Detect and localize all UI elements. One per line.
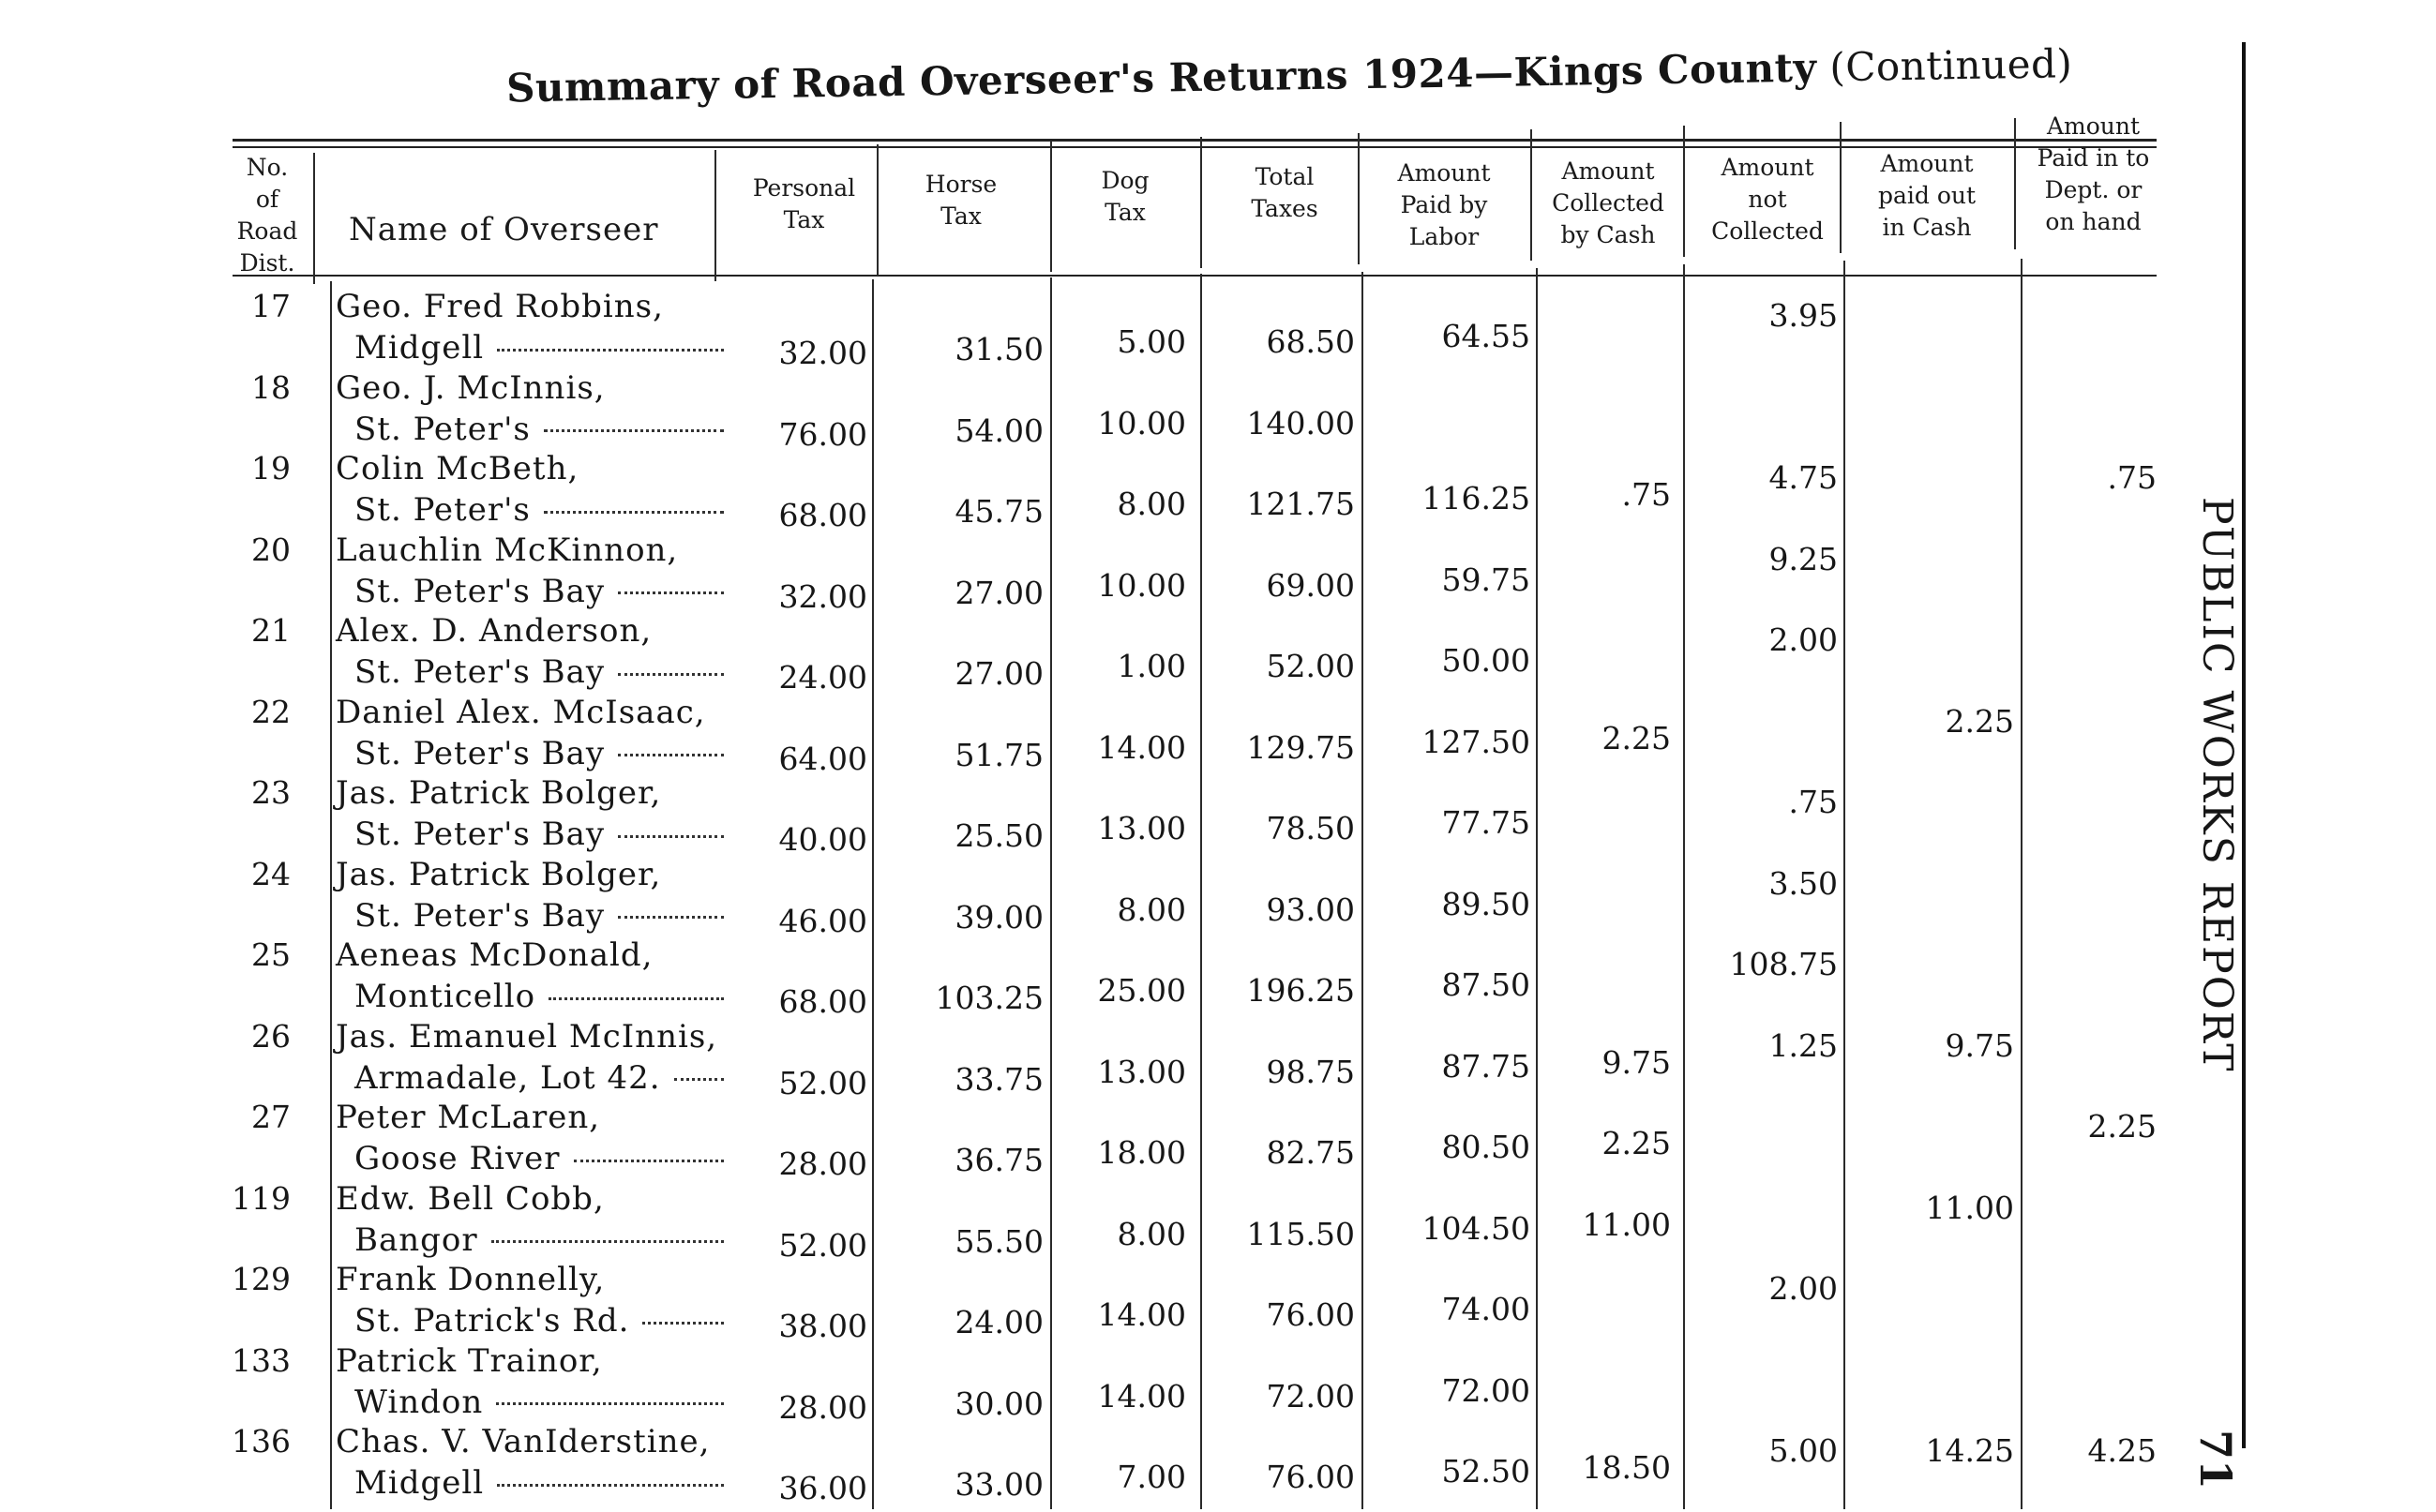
notcol-value: 3.50 [1768,864,1838,902]
page-edge-rule [2242,42,2246,1448]
overseer-location-text: St. Peter's Bay [354,896,606,935]
road-dist-number: 18 [251,368,291,406]
horse-value: 25.50 [955,817,1044,854]
horse-value: 33.00 [955,1466,1044,1503]
column-rule [1050,141,1052,272]
leader-dots [491,1240,724,1243]
horse-value: 30.00 [955,1385,1044,1422]
dog-value: 25.00 [1097,972,1186,1009]
column-rule [1200,137,1202,268]
paidout-value: 9.75 [1945,1026,2014,1064]
overseer-location-text: Midgell [354,329,485,367]
road-dist-number: 26 [251,1017,291,1055]
personal-value: 28.00 [778,1388,867,1426]
leader-dots [497,349,724,352]
labor-value: 127.50 [1421,723,1530,760]
labor-value: 104.50 [1421,1209,1530,1247]
table-row [0,530,2269,615]
dog-value: 8.00 [1117,486,1186,522]
overseer-location-text: St. Peter's Bay [354,734,606,772]
overseer-name: Alex. D. Anderson, [336,612,653,650]
road-dist-number: 17 [251,288,291,324]
leader-dots [544,429,724,432]
total-value: 72.00 [1266,1377,1355,1415]
overseer-location [354,329,724,367]
leader-dots [618,835,724,838]
horse-value: 55.50 [955,1222,1044,1260]
total-value: 78.50 [1266,810,1355,846]
horse-value: 45.75 [955,493,1044,530]
title-text: Summary of Road Overseer's Returns 1924—Kings County [505,44,1817,112]
total-value: 52.00 [1266,648,1355,684]
overseer-location-text: Monticello [354,978,536,1015]
labor-value: 87.75 [1441,1047,1530,1085]
overseer-location-text: Armadale, Lot 42. [354,1058,661,1097]
notcol-value: .75 [1788,784,1838,820]
personal-value: 40.00 [778,821,867,858]
overseer-name: Geo. Fred Robbins, [336,288,664,325]
notcol-value: 4.75 [1768,459,1838,496]
personal-value: 28.00 [778,1145,867,1182]
horse-value: 27.00 [955,574,1044,611]
overseer-location-text: Midgell [354,1464,485,1502]
header-dist: No. of Road Dist. [236,154,298,277]
personal-value: 64.00 [778,740,867,777]
paidout-value: 11.00 [1925,1189,2014,1226]
table-row [0,286,2269,371]
dog-value: 5.00 [1117,323,1186,360]
table-row [0,1097,2269,1182]
total-value: 98.75 [1266,1053,1355,1090]
header-top-rule [233,139,2157,142]
road-dist-number: 129 [232,1261,291,1297]
header-name: Name of Overseer [349,211,659,248]
overseer-location-text: St. Peter's [354,491,531,529]
overseer-location-text: St. Peter's Bay [354,572,606,610]
column-rule [1840,122,1842,253]
road-dist-number: 22 [251,693,291,730]
horse-value: 31.50 [955,331,1044,367]
dog-value: 14.00 [1097,1296,1186,1333]
horse-value: 54.00 [955,412,1044,449]
table-row [0,772,2269,858]
overseer-location [354,1059,724,1097]
dog-value: 14.00 [1097,1377,1186,1415]
overseer-name: Jas. Patrick Bolger, [336,774,662,812]
dog-value: 7.00 [1117,1459,1186,1495]
personal-value: 76.00 [778,415,867,453]
labor-value: 77.75 [1441,804,1530,841]
total-value: 121.75 [1246,486,1355,522]
overseer-name: Frank Donnelly, [336,1261,606,1298]
dog-value: 14.00 [1097,728,1186,766]
header-horse: Horse Tax [925,171,998,230]
labor-value: 50.00 [1441,642,1530,679]
column-rule [2014,118,2016,249]
personal-value: 52.00 [778,1064,867,1101]
dog-value: 10.00 [1097,566,1186,604]
leader-dots [544,511,724,514]
overseer-location [354,1302,724,1340]
column-rule [877,144,879,276]
road-dist-number: 24 [251,855,291,892]
title-continued: (Continued) [1828,40,2073,91]
leader-dots [618,916,724,919]
notcol-value: 5.00 [1768,1432,1838,1469]
paidout-value: 14.25 [1925,1432,2014,1469]
overseer-location [354,735,724,772]
table-row [0,1259,2269,1344]
notcol-value: 2.00 [1768,621,1838,658]
overseer-name: Patrick Trainor, [336,1341,603,1380]
column-rule [1530,129,1532,261]
dog-value: 1.00 [1117,648,1186,684]
total-value: 82.75 [1266,1134,1355,1171]
table-row [0,1421,2269,1506]
horse-value: 33.75 [955,1060,1044,1098]
total-value: 76.00 [1266,1459,1355,1495]
header-dept: Amount Paid in to Dept. or on hand [2037,112,2150,235]
dog-value: 13.00 [1097,1053,1186,1090]
total-value: 69.00 [1266,566,1355,604]
personal-value: 32.00 [778,335,867,371]
overseer-location [354,1464,724,1502]
horse-value: 27.00 [955,655,1044,692]
labor-value: 80.50 [1441,1129,1530,1165]
overseer-name: Chas. V. VanIderstine, [336,1423,711,1460]
personal-value: 38.00 [778,1308,867,1344]
column-rule [1358,133,1360,264]
column-rule [1683,126,1685,257]
overseer-location-text: St. Peter's Bay [354,653,606,691]
horse-value: 24.00 [955,1304,1044,1340]
overseer-name: Daniel Alex. McIsaac, [336,693,706,731]
personal-value: 32.00 [778,577,867,615]
overseer-location-text: St. Patrick's Rd. [354,1302,630,1340]
header-bottom-rule [233,275,2157,277]
cash-value: 2.25 [1601,1125,1671,1161]
total-value: 129.75 [1246,728,1355,766]
dept-value: .75 [2107,459,2157,496]
labor-value: 89.50 [1441,885,1530,922]
paidout-value: 2.25 [1945,702,2014,740]
leader-dots [496,1402,724,1405]
total-value: 93.00 [1266,891,1355,928]
leader-dots [618,673,724,676]
overseer-name: Jas. Emanuel McInnis, [336,1017,718,1055]
leader-dots [574,1160,724,1162]
table-row [0,1340,2269,1426]
overseer-name: Colin McBeth, [336,450,579,487]
road-dist-number: 133 [232,1341,291,1379]
dept-value: 4.25 [2087,1432,2157,1469]
notcol-value: 108.75 [1729,946,1838,982]
overseer-name: Edw. Bell Cobb, [336,1179,605,1218]
personal-value: 46.00 [778,902,867,939]
side-title: PUBLIC WORKS REPORT [2193,497,2241,1073]
header-notcol: Amount not Collected [1711,154,1824,245]
dog-value: 13.00 [1097,810,1186,846]
table-row [0,448,2269,533]
road-dist-number: 119 [232,1179,291,1217]
cash-value: 11.00 [1582,1205,1671,1243]
labor-value: 72.00 [1441,1371,1530,1409]
road-dist-number: 23 [251,774,291,811]
total-value: 68.50 [1266,323,1355,360]
road-dist-number: 21 [251,612,291,649]
column-rule [313,153,315,284]
table-row [0,367,2269,453]
cash-value: 2.25 [1601,719,1671,756]
overseer-location [354,1140,724,1177]
table-row [0,1016,2269,1101]
overseer-location [354,978,724,1015]
road-dist-number: 25 [251,936,291,973]
column-rule [714,150,716,281]
cash-value: .75 [1621,476,1671,513]
total-value: 115.50 [1246,1215,1355,1252]
labor-value: 116.25 [1421,480,1530,516]
dog-value: 8.00 [1117,1215,1186,1252]
overseer-name: Lauchlin McKinnon, [336,531,679,569]
header-labor: Amount Paid by Labor [1397,159,1491,250]
overseer-location-text: Bangor [354,1220,478,1259]
overseer-name: Jas. Patrick Bolger, [336,855,662,893]
total-value: 196.25 [1246,972,1355,1009]
table-row [0,935,2269,1020]
overseer-location-text: St. Peter's Bay [354,816,606,853]
total-value: 76.00 [1266,1296,1355,1333]
labor-value: 74.00 [1441,1291,1530,1327]
overseer-name: Geo. J. McInnis, [336,368,606,407]
table-row [0,610,2269,696]
labor-value: 87.50 [1441,966,1530,1003]
header-paidout: Amount paid out in Cash [1877,150,1977,241]
dog-value: 8.00 [1117,891,1186,928]
header-cash: Amount Collected by Cash [1552,157,1664,248]
overseer-location-text: Windon [354,1383,484,1421]
leader-dots [618,591,724,594]
overseer-location-text: St. Peter's [354,410,531,448]
page-number: 71 [2190,1430,2241,1490]
labor-value: 64.55 [1441,318,1530,354]
road-dist-number: 27 [251,1099,291,1135]
personal-value: 68.00 [778,983,867,1020]
notcol-value: 3.95 [1768,297,1838,334]
horse-value: 103.25 [935,980,1044,1016]
cash-value: 18.50 [1582,1449,1671,1486]
personal-value: 68.00 [778,497,867,533]
table-row [0,854,2269,939]
page-title [505,40,2073,112]
dept-value: 2.25 [2087,1108,2157,1145]
personal-value: 52.00 [778,1226,867,1264]
leader-dots [642,1322,724,1325]
overseer-location-text: Goose River [354,1140,561,1177]
leader-dots [549,997,724,1000]
overseer-location [354,491,724,529]
overseer-location [354,411,724,448]
overseer-name: Aeneas McDonald, [336,936,654,974]
road-dist-number: 136 [232,1423,291,1460]
notcol-value: 1.25 [1768,1026,1838,1064]
table-row [0,1178,2269,1264]
overseer-location [354,1384,724,1421]
header-dog: Dog Tax [1101,167,1150,226]
overseer-location [354,816,724,853]
leader-dots [497,1484,724,1487]
table-row [0,692,2269,777]
road-dist-number: 19 [251,450,291,487]
dog-value: 18.00 [1097,1134,1186,1171]
overseer-location [354,573,724,610]
overseer-location [354,897,724,935]
header-total: Total Taxes [1251,163,1318,222]
road-dist-number: 20 [251,531,291,568]
notcol-value: 2.00 [1768,1270,1838,1307]
dog-value: 10.00 [1097,404,1186,442]
overseer-location [354,1221,724,1259]
horse-value: 51.75 [955,736,1044,773]
header-personal: Personal Tax [752,174,856,233]
personal-value: 36.00 [778,1470,867,1506]
leader-dots [674,1078,724,1081]
cash-value: 9.75 [1601,1043,1671,1081]
labor-value: 59.75 [1441,561,1530,598]
leader-dots [618,754,724,756]
horse-value: 39.00 [955,898,1044,936]
labor-value: 52.50 [1441,1453,1530,1490]
personal-value: 24.00 [778,659,867,696]
horse-value: 36.75 [955,1142,1044,1178]
notcol-value: 9.25 [1768,540,1838,577]
total-value: 140.00 [1246,404,1355,442]
overseer-location [354,653,724,691]
overseer-name: Peter McLaren, [336,1099,601,1136]
